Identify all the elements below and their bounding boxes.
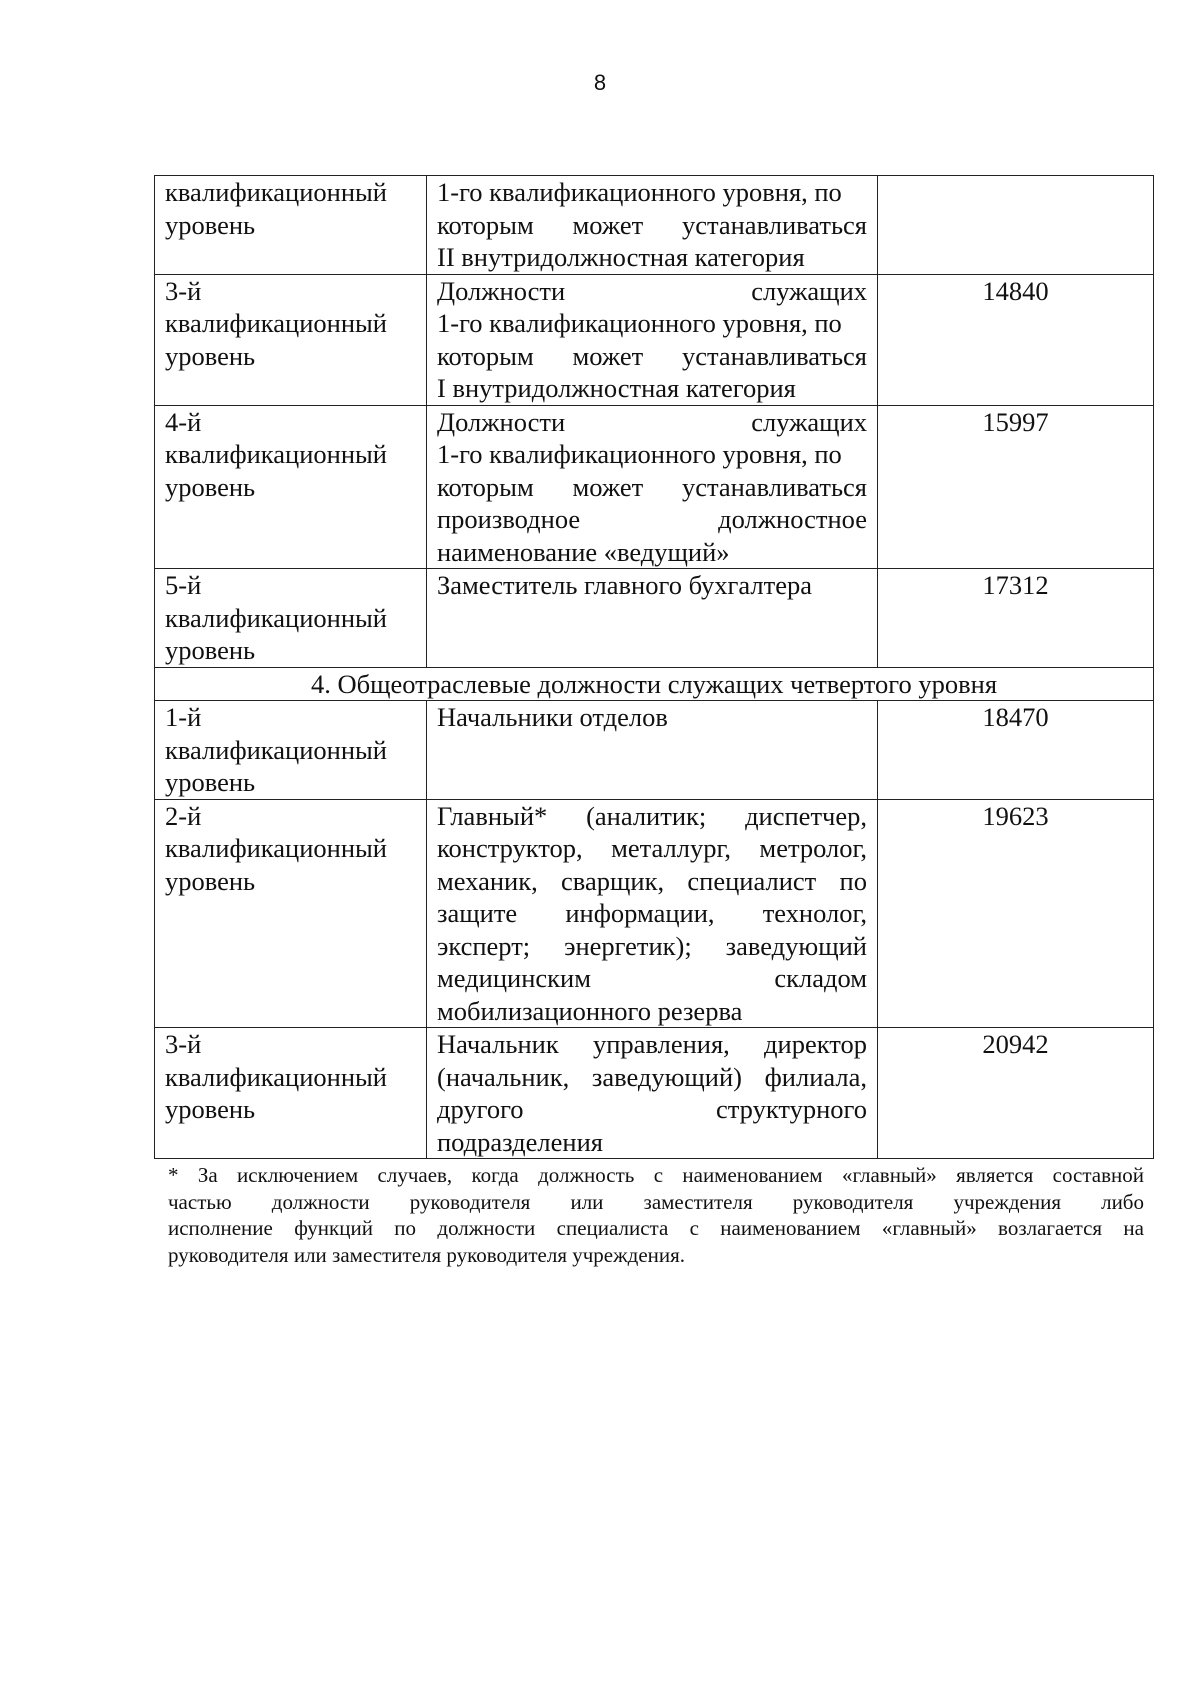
description-text: эксперт; энергетик); заведующий	[437, 930, 867, 961]
footnote-text: частью должности руководителя или заместителя руководителя учреждения либо	[168, 1189, 1144, 1214]
table-row	[155, 176, 1154, 275]
level-text: 2-й	[165, 800, 202, 831]
table-row	[155, 701, 1154, 800]
level-text: квалификационный	[165, 439, 387, 469]
description-text: защите информации, технолог,	[437, 898, 867, 928]
table-row	[155, 569, 1154, 668]
salary-cell: 14840	[878, 274, 1154, 405]
level-text: 4-й	[165, 406, 202, 437]
description-text: I внутридолжностная категория	[437, 373, 796, 403]
salary-cell: 15997	[878, 405, 1154, 569]
position-description-cell	[427, 799, 878, 1028]
level-text: уровень	[165, 635, 256, 665]
description-text: II внутридолжностная категория	[437, 242, 805, 272]
salary-cell: 17312	[878, 569, 1154, 668]
qualification-level-cell	[155, 799, 427, 1028]
level-text: 5-й	[165, 570, 202, 600]
description-text: 1-го квалификационного уровня, по	[437, 308, 842, 338]
position-description-cell	[427, 274, 878, 405]
position-description-cell	[427, 1028, 878, 1159]
level-text: квалификационный	[165, 1061, 387, 1092]
salary-cell: 19623	[878, 799, 1154, 1028]
level-text: квалификационный	[165, 308, 387, 338]
table-row	[155, 1028, 1154, 1159]
level-text: квалификационный	[165, 602, 387, 633]
description-text: наименование «ведущий»	[437, 536, 730, 567]
position-description-cell	[427, 176, 878, 275]
description-text: подразделения	[437, 1126, 603, 1157]
description-text: которым может устанавливаться	[437, 209, 867, 240]
qualification-table	[154, 175, 1154, 1159]
level-text: 3-й	[165, 1029, 202, 1059]
section-title: 4. Общеотраслевые должности служащих четвертого уровня	[155, 667, 1154, 701]
description-text: 1-го квалификационного уровня, по	[437, 439, 842, 469]
level-text: квалификационный	[165, 734, 387, 765]
position-description-cell	[427, 701, 878, 800]
level-text: уровень	[165, 340, 256, 371]
section-header-row	[155, 667, 1154, 701]
description-text: Заместитель главного бухгалтера	[437, 570, 812, 600]
qualification-level-cell	[155, 176, 427, 275]
description-text: конструктор, металлург, метролог,	[437, 833, 867, 863]
description-text: производное должностное	[437, 504, 867, 534]
level-text: уровень	[165, 471, 256, 502]
description-text: Должности служащих	[437, 275, 867, 306]
position-description-cell	[427, 405, 878, 569]
level-text: 3-й	[165, 275, 202, 306]
position-description-cell	[427, 569, 878, 668]
description-text: Главный* (аналитик; диспетчер,	[437, 800, 867, 831]
qualification-level-cell	[155, 274, 427, 405]
description-text: которым может устанавливаться	[437, 340, 867, 371]
footnote-text: * За исключением случаев, когда должность с наименованием «главный» является составной	[168, 1163, 1144, 1187]
level-text: квалификационный	[165, 833, 387, 863]
footnote	[168, 1162, 1144, 1268]
description-text: 1-го квалификационного уровня, по	[437, 177, 842, 207]
description-text: Начальники отделов	[437, 702, 668, 732]
level-text: квалификационный	[165, 177, 387, 207]
table-row	[155, 799, 1154, 1028]
level-text: уровень	[165, 767, 256, 797]
description-text: Начальник управления, директор	[437, 1029, 867, 1059]
qualification-level-cell	[155, 1028, 427, 1159]
description-text: медицинским складом	[437, 963, 867, 993]
table-row	[155, 274, 1154, 405]
qualification-level-cell	[155, 701, 427, 800]
level-text: уровень	[165, 209, 256, 240]
qualification-level-cell	[155, 405, 427, 569]
description-text: (начальник, заведующий) филиала,	[437, 1061, 867, 1092]
page-number: 8	[593, 70, 607, 95]
level-text: уровень	[165, 1094, 256, 1124]
description-text: другого структурного	[437, 1094, 867, 1124]
salary-cell: 20942	[878, 1028, 1154, 1159]
footnote-text: руководителя или заместителя руководителя учреждения.	[168, 1242, 686, 1267]
description-text: которым может устанавливаться	[437, 471, 867, 502]
salary-cell	[878, 176, 1154, 275]
table-row	[155, 405, 1154, 569]
footnote-text: исполнение функций по должности специалиста с наименованием «главный» возлагается на	[168, 1216, 1144, 1240]
salary-cell: 18470	[878, 701, 1154, 800]
level-text: 1-й	[165, 702, 202, 732]
description-text: механик, сварщик, специалист по	[437, 865, 867, 896]
description-text: мобилизационного резерва	[437, 995, 743, 1026]
description-text: Должности служащих	[437, 406, 867, 437]
qualification-level-cell	[155, 569, 427, 668]
level-text: уровень	[165, 865, 256, 896]
